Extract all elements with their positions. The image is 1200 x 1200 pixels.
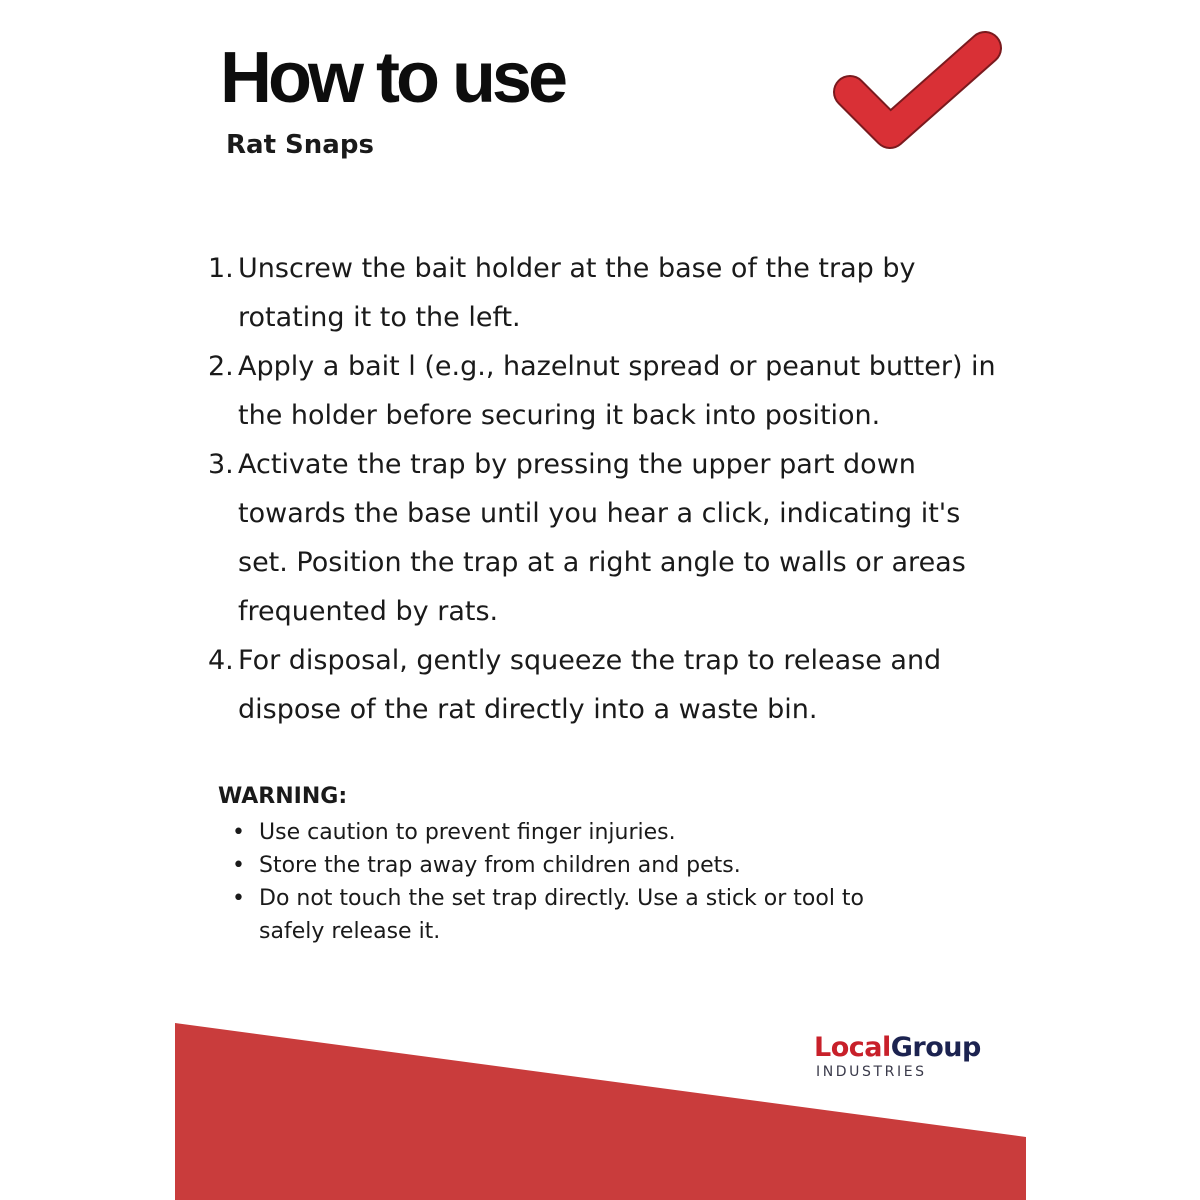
step-text: Activate the trap by pressing the upper part down towards the base until you hear a click, indicating it's set. Position the trap at a right angle to walls or areas frequented by rats. (238, 449, 966, 627)
product-subtitle: Rat Snaps (226, 130, 374, 160)
logo-group-text: Group (890, 1032, 981, 1063)
step-text: Unscrew the bait holder at the base of the trap by rotating it to the left. (238, 253, 916, 333)
step-number: 1. (208, 253, 234, 284)
bullet-icon: • (232, 853, 245, 878)
warning-heading: WARNING: (218, 784, 348, 809)
warning-text: Do not touch the set trap directly. Use a stick or tool to safely release it. (259, 886, 865, 944)
step-text: Apply a bait l (e.g., hazelnut spread or peanut butter) in the holder before securing it back into position. (238, 351, 996, 431)
page-title: How to use (220, 38, 565, 118)
logo-local-text: Local (814, 1032, 891, 1063)
logo-subtext: INDUSTRIES (816, 1064, 927, 1080)
step-number: 3. (208, 449, 234, 480)
company-logo (814, 1034, 981, 1080)
logo-wordmark (814, 1034, 981, 1061)
step-number: 2. (208, 351, 234, 382)
step-text: For disposal, gently squeeze the trap to release and dispose of the rat directly into a waste bin. (238, 645, 942, 725)
bullet-icon: • (232, 886, 245, 911)
warning-text: Store the trap away from children and pets. (259, 853, 741, 878)
step-number: 4. (208, 645, 234, 676)
warning-text: Use caution to prevent finger injuries. (259, 820, 676, 845)
bullet-icon: • (232, 820, 245, 845)
